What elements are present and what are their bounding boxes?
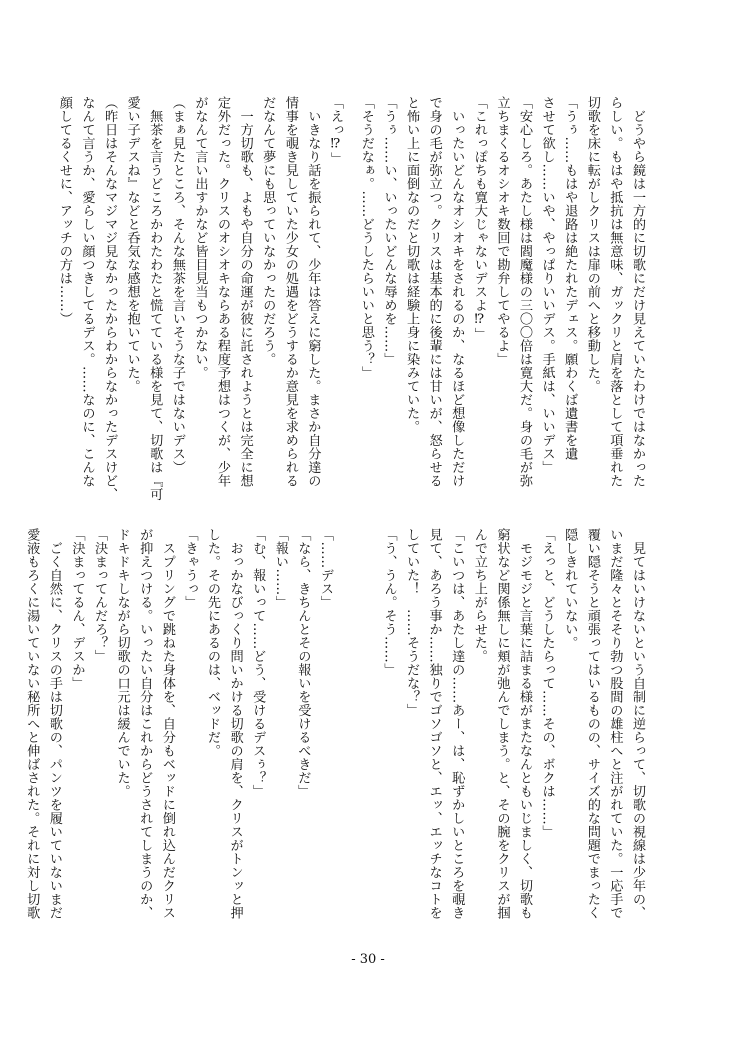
text-column: 「そうだなぁ。……どうしたらいいと思う？」	[358, 96, 374, 380]
text-column: 顔してるくせに、アッチの方は……）	[56, 96, 72, 326]
text-column: いまだ隆々とそそり勃つ股間の雄柱へと注がれていた。一応手で	[607, 528, 623, 920]
text-column: ドキドキしながら切歌の口元は緩んでいた。	[114, 528, 130, 798]
text-column: 「えっ⁉︎」	[328, 96, 343, 166]
text-column: （昨日はそんなマジマジ見なかったからわからなかったデスけど、	[102, 96, 118, 501]
page-number: - 30 -	[351, 952, 385, 967]
text-column: 「決まってるん、デスか」	[69, 528, 85, 690]
text-column: 「きゃうっ」	[182, 528, 198, 609]
text-column: と怖い上に面倒なのだと切歌は経験上身に染みていた。	[404, 96, 420, 434]
text-column: 「うぅ……い、いったいどんな辱めを……」	[381, 96, 397, 366]
text-column: 「これっぽちも寛大じゃないデスよ⁉︎」	[471, 96, 487, 341]
text-column: なんて言うか、愛らしい顔つきしてるデス。……なのに、こんな	[79, 96, 95, 488]
text-column: 「安心しろ。あたし様は閻魔様の三〇〇倍は寛大だ。身の毛が弥	[517, 96, 533, 488]
text-column: 「なら、きちんとその報いを受けるべきだ」	[295, 528, 311, 798]
text-column: 愛液もろくに湯いていない秘所へと伸ばされた。それに対し切歌	[24, 528, 40, 920]
text-column: した。その先にあるのは、ベッドだ。	[205, 528, 221, 758]
text-column: が抑えつける。いったい自分はこれからどうされてしまうのか、	[137, 528, 153, 920]
upper-right-text-block	[352, 96, 648, 524]
text-column: 「報い……」	[272, 528, 288, 609]
text-column: 「う、うん。そう……」	[381, 528, 397, 677]
text-column: させて欲し……いや、やっぱりいいデス。手紙は、いいデス」	[539, 96, 555, 474]
text-column: 覆い隠そうと頑張ってはいるものの、サイズ的な問題でまったく	[584, 528, 600, 920]
upper-left-text-block	[56, 96, 346, 524]
text-column: 「む、報いって……どう、受けるデスぅ？」	[250, 528, 266, 798]
text-column: 無茶を言うどころかわたわたと慌てている様を見て、切歌は『可	[147, 96, 163, 501]
text-column: 「……デス」	[318, 528, 333, 609]
text-column: していた！ ……そうだな？」	[404, 528, 420, 717]
text-column: ごく自然に、クリスの手は切歌の、パンツを履いていないまだ	[46, 528, 62, 920]
lower-right-text-block	[344, 528, 648, 960]
text-column: 切歌を床に転がしクリスは扉の前へと移動した。	[584, 96, 600, 393]
text-column: で身の毛が弥立つ。クリスは基本的に後輩には甘いが、怒らせる	[426, 96, 442, 488]
text-column: んで立ち上がらせた。	[471, 528, 487, 663]
text-column: 一方切歌も、よもや自分の命運が彼に託されようとは完全に想	[237, 96, 253, 488]
text-column: モジモジと言葉に詰まる様がまたなんともいじましく、切歌も	[517, 528, 533, 920]
lower-left-text-block	[24, 528, 336, 960]
text-column: 「うぅ……もはや退路は絶たれたデェス。願わくば遺書を遺	[562, 96, 578, 461]
text-column: 隠しきれていない。	[562, 528, 578, 650]
text-column: 「えっと、どうしたらって……その、ボクは……」	[539, 528, 555, 839]
text-column: がなんて言い出すかなど皆目見当もつかない。	[192, 96, 208, 380]
text-column: らしい。もはや抵抗は無意味、ガックリと肩を落として項垂れた	[607, 96, 623, 488]
text-column: だなんて夢にも思っていなかったのだろう。	[260, 96, 276, 366]
text-column: 愛い子デスね』などと呑気な感想を抱いていた。	[124, 96, 140, 393]
text-column: どうやら鏡は一方的に切歌にだけ見えていたわけではなかった	[630, 96, 645, 488]
text-column: いきなり話を振られて、少年は答えに窮した。まさか自分達の	[305, 96, 321, 488]
text-column: 見てはいけないという自制に逆らって、切歌の視線は少年の、	[630, 528, 645, 920]
text-column: スプリングで跳ねた身体を、自分もベッドに倒れ込んだクリス	[159, 528, 175, 920]
text-column: おっかなびっくり問いかける切歌の肩を、クリスがトンッと押	[227, 528, 243, 920]
text-column: 「こいつは、あたし達の……あー、は、恥ずかしいところを覗き	[449, 528, 465, 920]
text-column: （まぁ見たところ、そんな無茶を言いそうな子ではないデス）	[169, 96, 185, 474]
text-column: いったいどんなオシオキをされるのか、なるほど想像しただけ	[449, 96, 465, 488]
text-column: 立ちまくるオシオキ数回で勘弁してやるよ」	[494, 96, 510, 366]
text-column: 定外だった。クリスのオシオキならある程度予想はつくが、少年	[215, 96, 231, 488]
text-column: 「決まってんだろ？」	[92, 528, 108, 663]
text-column: 情事を覗き見していた少女の処遇をどうするか意見を求められる	[282, 96, 298, 488]
text-column: 見て、あろう事か……独りでゴソゴソと、エッ、エッチなコトを	[426, 528, 442, 920]
text-column: 窮状など関係無しに頬が弛んでしまう。と、その腕をクリスが掴	[494, 528, 510, 920]
